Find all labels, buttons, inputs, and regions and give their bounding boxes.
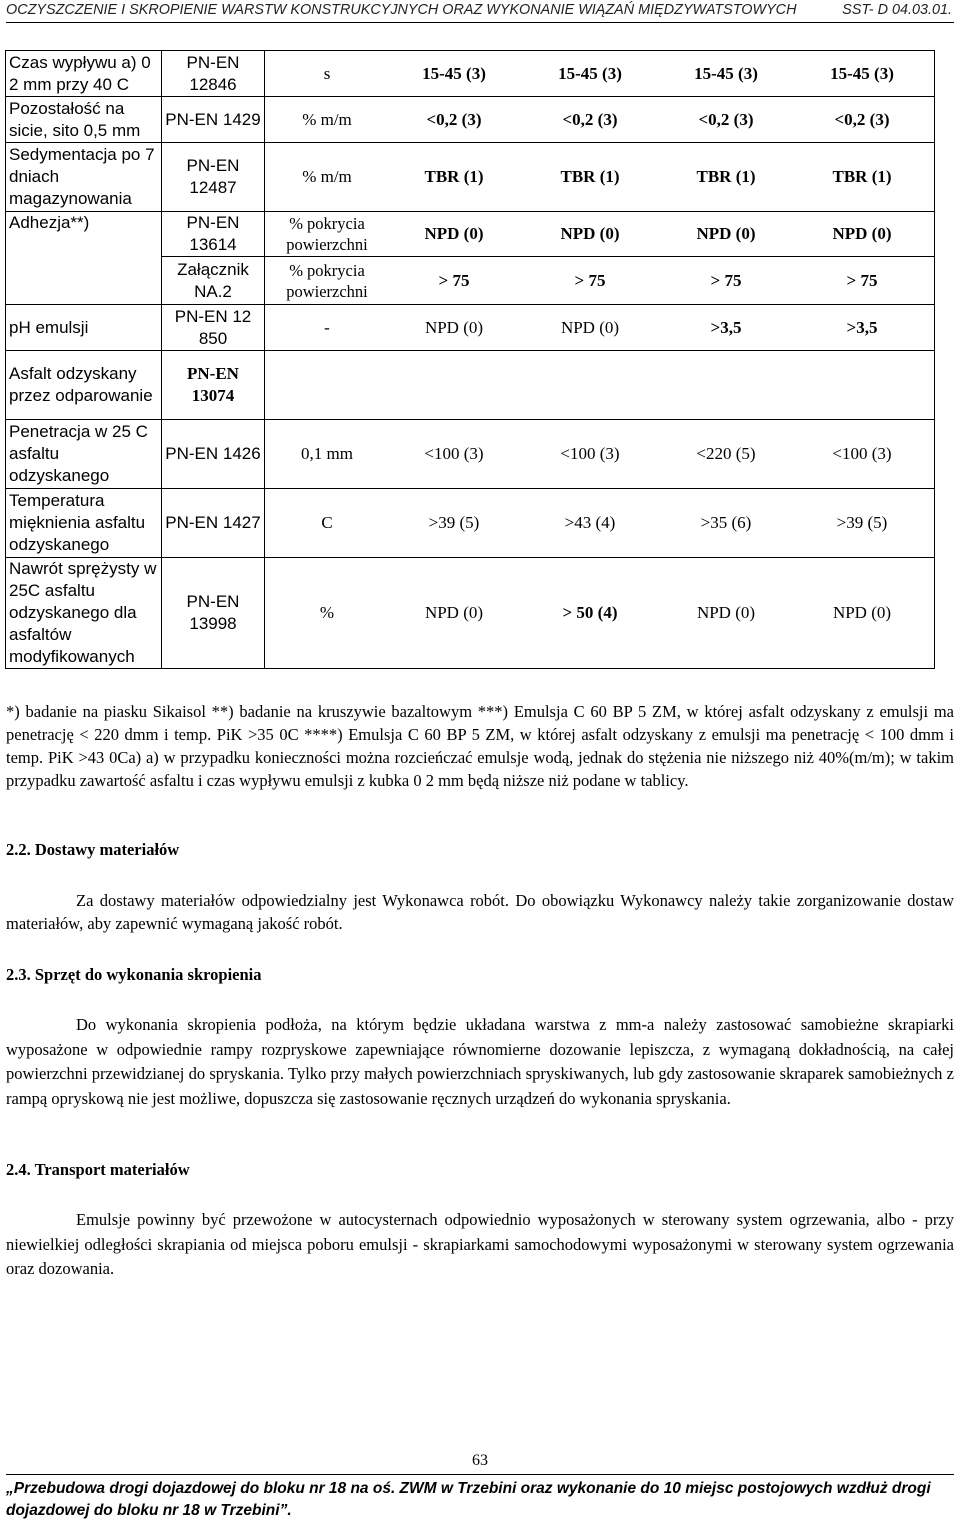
- test-norm: PN-EN 1427: [162, 489, 265, 558]
- requirement-values: [265, 257, 935, 305]
- emulsion-value: NPD (0): [560, 224, 620, 243]
- test-norm: PN-EN 1426: [162, 420, 265, 489]
- requirement-values: [265, 351, 935, 420]
- specification-table: [5, 50, 935, 669]
- emulsion-value: <0,2 (3): [698, 109, 754, 129]
- emulsion-value: NPD (0): [424, 224, 484, 243]
- test-norm: PN-EN 13998: [162, 558, 265, 669]
- requirement-values: [265, 558, 935, 669]
- emulsion-value: NPD (0): [424, 603, 484, 622]
- table-row: [6, 257, 935, 305]
- table-row: [6, 351, 935, 420]
- emulsion-value: TBR (1): [832, 167, 892, 186]
- emulsion-value: <100 (3): [832, 444, 892, 463]
- emulsion-value: NPD (0): [696, 224, 756, 243]
- test-norm: PN-EN 12846: [162, 51, 265, 97]
- property-name: Pozostałość na sicie, sito 0,5 mm: [6, 97, 162, 143]
- section-heading: 2.4. Transport materiałów: [6, 1160, 190, 1179]
- table-row: [6, 97, 935, 143]
- property-name: Penetracja w 25 C asfaltu odzyskanego: [6, 420, 162, 489]
- requirement-values: [265, 143, 935, 212]
- section-body: Do wykonania skropienia podłoża, na którym będzie układana warstwa z mm-a należy zastosować samobieżne skrapiarki wyposażone w odpowiednie rampy rozpryskowe zapewniające równomierne dozowanie lepiszcza, z wymaganą dokładnością, na całej powierzchni przewidzianej do spryskania. Tylko przy małych powierzchniach spryskiwanych, lub gdy zastosowanie skraparek samobieżnych z rampą opryskową nie jest możliwe, dopuszcza się zastosowanie ręcznych urządzeń do wykonania spryskania.: [6, 1015, 954, 1108]
- emulsion-value: <0,2 (3): [426, 109, 482, 129]
- emulsion-value: >43 (4): [564, 513, 616, 532]
- section-body: Za dostawy materiałów odpowiedzialny jest Wykonawca robót. Do obowiązku Wykonawcy należy takie zorganizowanie dostaw materiałów, aby zapewnić wymaganą jakość robót.: [6, 891, 954, 933]
- emulsion-value: > 75: [574, 270, 606, 290]
- requirement-values: [265, 97, 935, 143]
- section-2-2: [6, 838, 954, 935]
- property-name: Czas wypływu a) 0 2 mm przy 40 C: [6, 51, 162, 97]
- emulsion-value: NPD (0): [560, 317, 620, 337]
- emulsion-value: NPD (0): [832, 603, 892, 622]
- test-norm: PN-EN 12 850: [162, 305, 265, 351]
- unit: -: [324, 317, 330, 337]
- unit: s: [323, 63, 331, 83]
- table-row: [6, 143, 935, 212]
- emulsion-value: NPD (0): [696, 603, 756, 622]
- emulsion-value: > 75: [710, 270, 742, 290]
- section-body: Emulsje powinny być przewożone w autocysternach odpowiednio wyposażonych w sterowany system ogrzewania, albo - przy niewielkiej odległości skrapiania od miejsca poboru emulsji - skrapiarkami samochodowymi wyposażonymi w sterowany system ogrzewania oraz dozowania.: [6, 1210, 954, 1278]
- header-code: SST- D 04.03.01.: [842, 2, 952, 18]
- unit: % m/m: [302, 109, 352, 129]
- table-row: [6, 212, 935, 257]
- section-heading: 2.2. Dostawy materiałów: [6, 840, 180, 859]
- requirement-values: [265, 51, 935, 97]
- requirement-values: [265, 305, 935, 351]
- emulsion-value: 15-45 (3): [558, 63, 622, 83]
- page-footer: „Przebudowa drogi dojazdowej do bloku nr 18 na oś. ZWM w Trzebini oraz wykonanie do 10 miejsc postojowych wzdłuż drogi dojazdowej do bloku nr 18 w Trzebini”.: [6, 1474, 954, 1522]
- emulsion-value: > 50 (4): [562, 603, 618, 622]
- unit: 0,1 mm: [301, 444, 353, 463]
- property-name: pH emulsji: [6, 305, 162, 351]
- emulsion-value: >39 (5): [428, 513, 480, 532]
- emulsion-value: > 75: [846, 270, 878, 290]
- table-row: [6, 489, 935, 558]
- table-row: [6, 51, 935, 97]
- page-number: 63: [472, 1452, 488, 1469]
- emulsion-value: <100 (3): [560, 444, 620, 463]
- table-row: [6, 305, 935, 351]
- emulsion-value: TBR (1): [560, 167, 620, 186]
- test-norm: PN-EN 1429: [162, 97, 265, 143]
- emulsion-value: >39 (5): [836, 513, 888, 532]
- table-row: [6, 420, 935, 489]
- section-2-3: [6, 963, 954, 1111]
- property-name: Asfalt odzyskany przez odparowanie: [6, 351, 162, 420]
- emulsion-value: > 75: [438, 270, 470, 290]
- emulsion-value: 15-45 (3): [422, 63, 486, 83]
- page-header: [6, 2, 954, 23]
- notes-text: *) badanie na piasku Sikaisol **) badanie na kruszywie bazaltowym ***) Emulsja C 60 BP 5 ZM, w której asfalt odzyskany z emulsji ma penetrację < 220 dmm i temp. PiK >35 0C ****) Emulsja C 60 BP 5 ZM, w której asfalt odzyskany z emulsji ma penetrację < 100 dmm i temp. PiK >43 0Ca) a) w przypadku konieczności można rozcieńczać emulsje wodą, jednak do stężenia nie niższego niż 40%(m/m); w takim przypadku zawartość asfaltu i czas wypływu emulsji z kubka 0 2 mm będą niższe niż podane w tablicy.: [6, 702, 954, 790]
- emulsion-value: NPD (0): [424, 317, 484, 337]
- unit: % m/m: [302, 167, 352, 186]
- emulsion-value: <100 (3): [424, 444, 484, 463]
- test-norm: PN-EN 13614: [162, 212, 265, 257]
- requirement-values: [265, 420, 935, 489]
- test-norm: PN-EN 13074: [162, 351, 265, 420]
- emulsion-value: <0,2 (3): [562, 109, 618, 129]
- unit: %: [319, 603, 335, 622]
- table-row: [6, 558, 935, 669]
- emulsion-value: TBR (1): [696, 167, 756, 186]
- header-title: OCZYSZCZENIE I SKROPIENIE WARSTW KONSTRUKCYJNYCH ORAZ WYKONANIE WIĄZAŃ MIĘDZYWATSTOWYCH: [6, 2, 797, 18]
- emulsion-value: >3,5: [846, 317, 878, 337]
- property-name: Nawrót sprężysty w 25C asfaltu odzyskanego dla asfaltów modyfikowanych: [6, 558, 162, 669]
- requirement-values: [265, 489, 935, 558]
- test-norm: Załącznik NA.2: [162, 257, 265, 305]
- requirement-values: [265, 212, 935, 257]
- emulsion-value: TBR (1): [424, 167, 484, 186]
- emulsion-value: >3,5: [710, 317, 742, 337]
- table-notes: [6, 700, 954, 792]
- test-norm: PN-EN 12487: [162, 143, 265, 212]
- unit: % pokrycia powierzchni: [286, 214, 368, 254]
- section-2-4: [6, 1158, 954, 1282]
- property-name: Adhezja**): [6, 212, 162, 257]
- property-name: Sedymentacja po 7 dniach magazynowania: [6, 143, 162, 212]
- emulsion-value: NPD (0): [832, 224, 892, 243]
- unit: % pokrycia powierzchni: [286, 260, 368, 301]
- emulsion-value: 15-45 (3): [694, 63, 758, 83]
- emulsion-value: <220 (5): [696, 444, 756, 463]
- emulsion-value: <0,2 (3): [834, 109, 890, 129]
- unit: C: [321, 513, 333, 532]
- property-name: Temperatura mięknienia asfaltu odzyskanego: [6, 489, 162, 558]
- emulsion-value: >35 (6): [700, 513, 752, 532]
- emulsion-value: 15-45 (3): [830, 63, 894, 83]
- property-name: [6, 257, 162, 305]
- section-heading: 2.3. Sprzęt do wykonania skropienia: [6, 965, 262, 984]
